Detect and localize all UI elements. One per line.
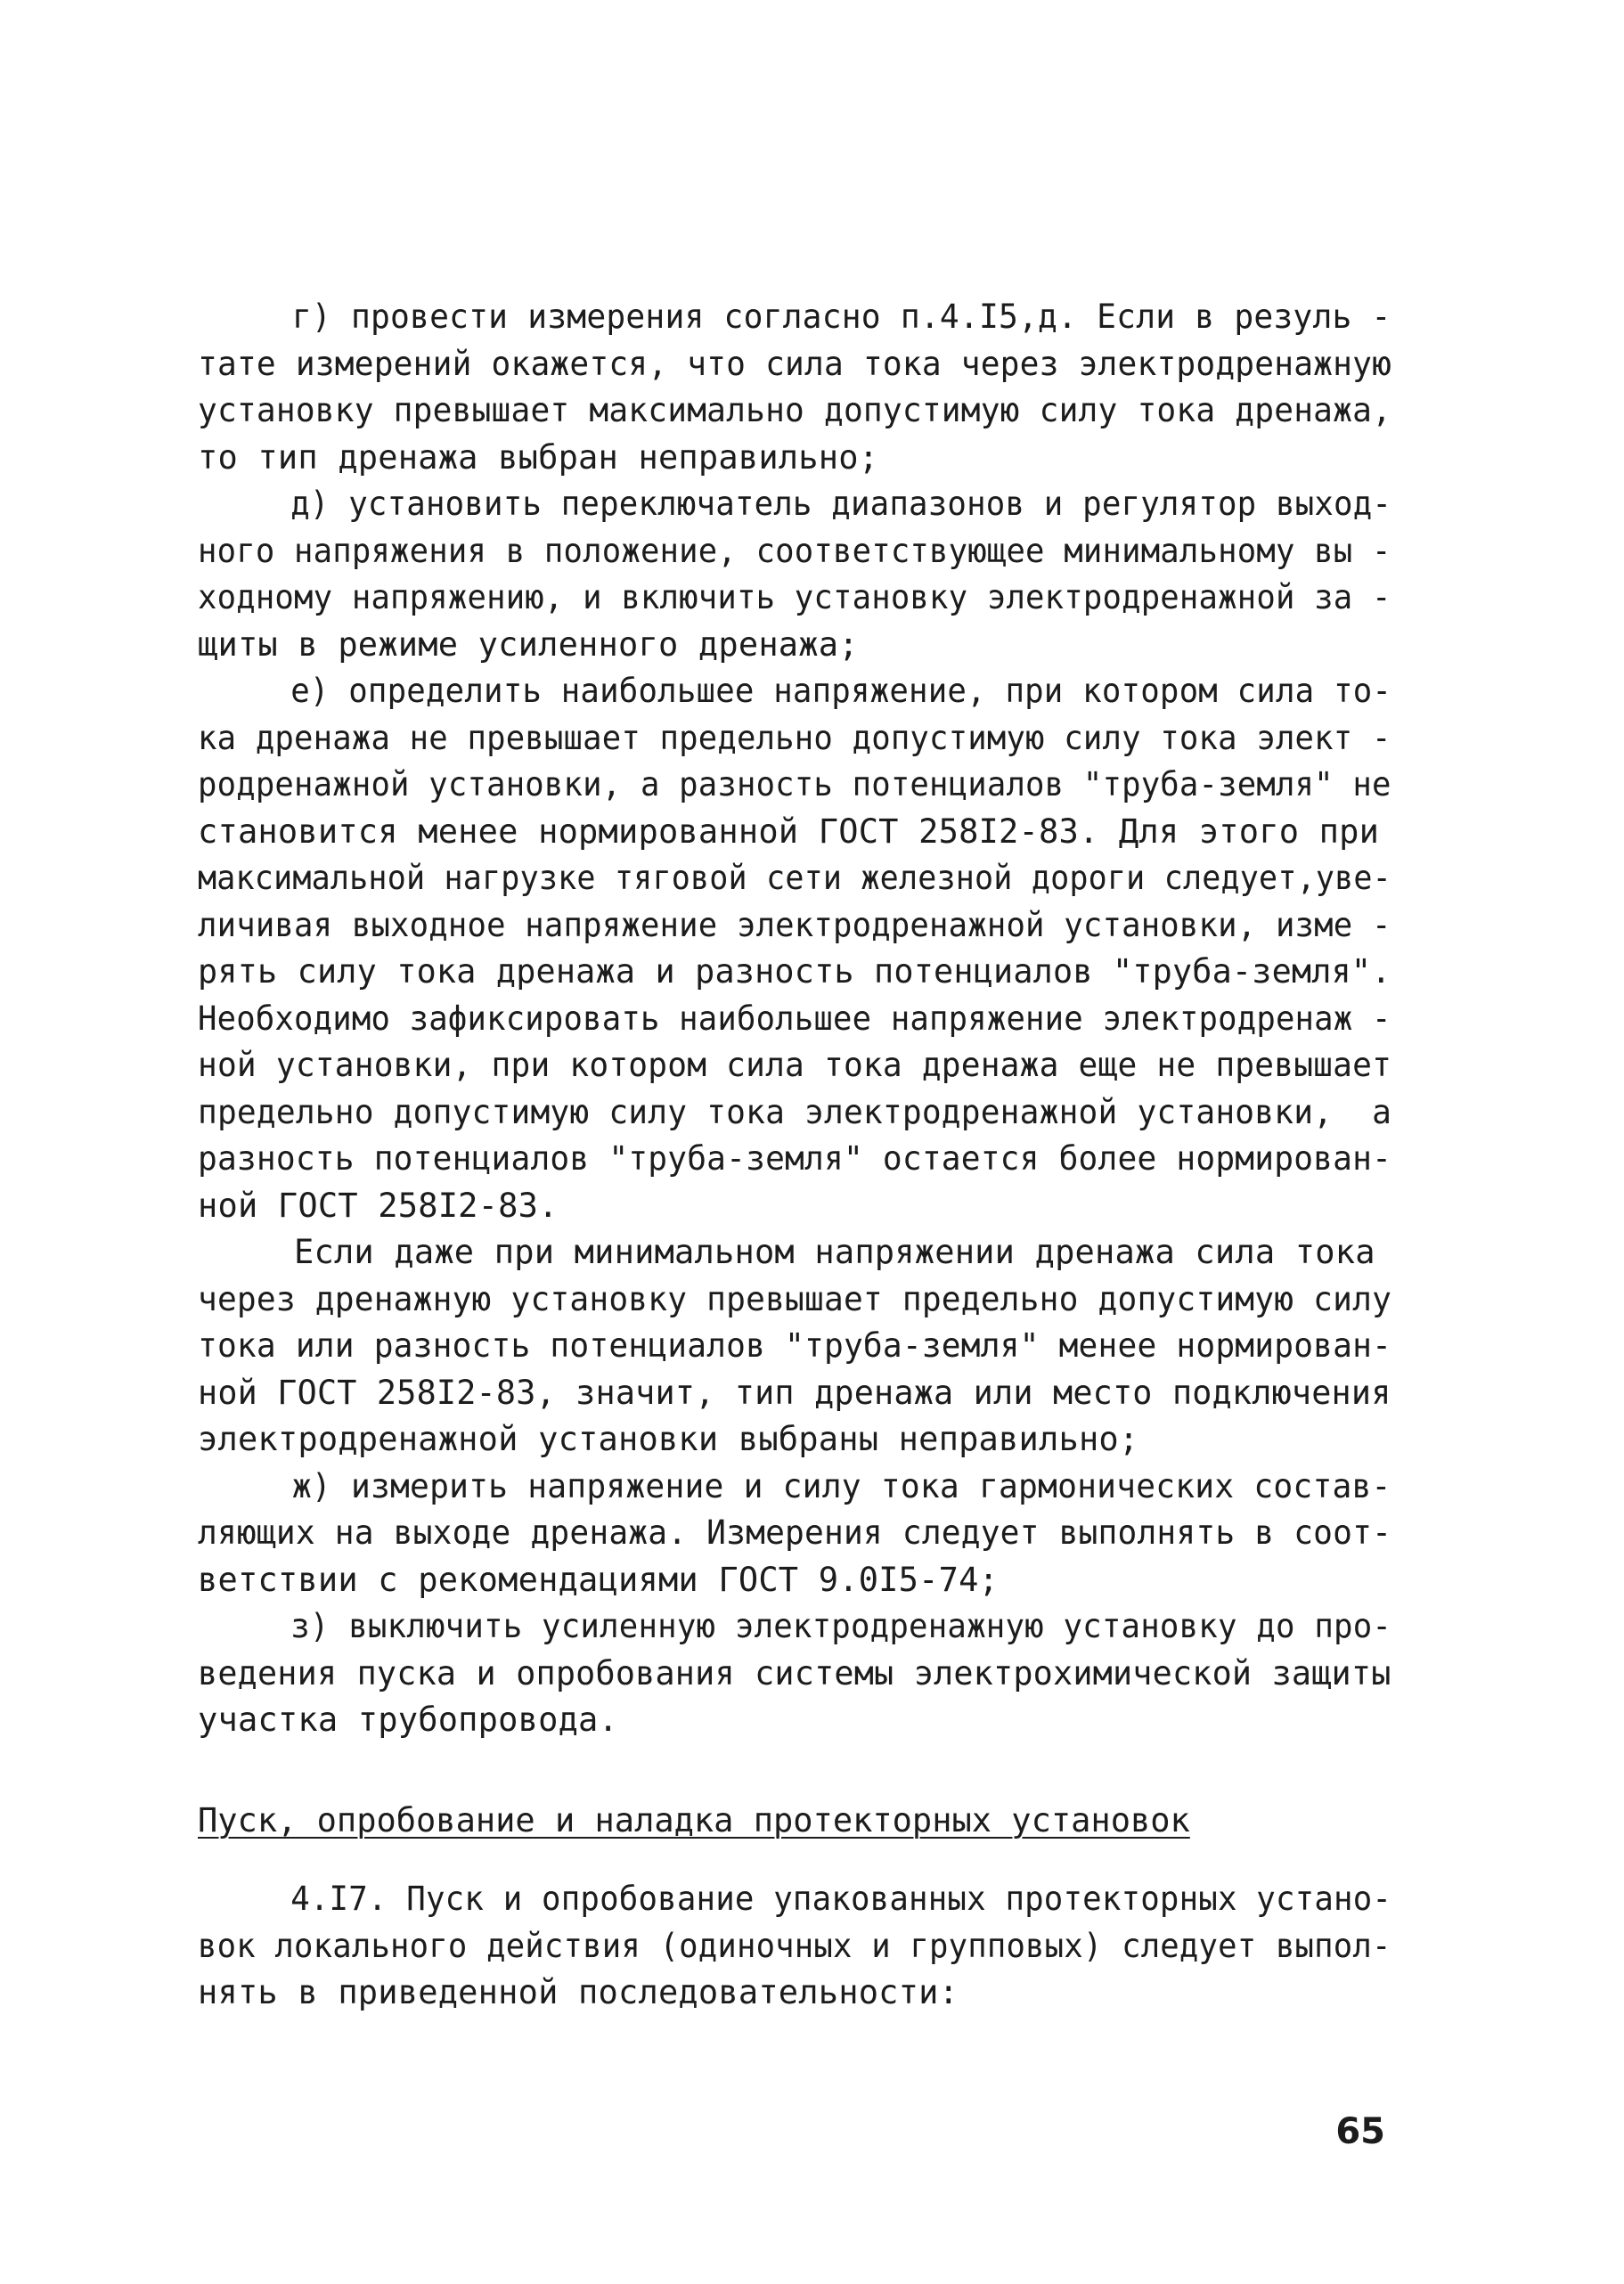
text-line: предельно допустимую силу тока электродренажной установки, а [198, 1092, 1392, 1131]
text-line: разность потенциалов "труба-земля" остается более нормирован- [198, 1139, 1392, 1178]
text-line: Необходимо зафиксировать наибольшее напряжение электродренаж - [198, 999, 1391, 1038]
section-heading: Пуск, опробование и наладка протекторных установок [198, 1800, 1190, 1839]
paragraph-e [198, 668, 1391, 1229]
text-line: ветствии с рекомендациями ГОСТ 9.0I5-74; [198, 1560, 1000, 1599]
text-line: становится менее нормированной ГОСТ 258I2-83. Для этого при [198, 812, 1380, 851]
text-line: ка дренажа не превышает предельно допустимую силу тока элект - [198, 718, 1391, 757]
text-line: ведения пуска и опробования системы электрохимической защиты [198, 1653, 1391, 1693]
text-line: 4.I7. Пуск и опробование упакованных протекторных устано- [290, 1880, 1392, 1918]
text-line: г) провести измерения согласно п.4.I5,д. Если в резуль - [291, 298, 1391, 336]
text-line: щиты в режиме усиленного дренажа; [198, 624, 859, 664]
text-line: максимальной нагрузке тяговой сети железной дороги следует,уве- [198, 859, 1391, 897]
text-line: то тип дренажа выбран неправильно; [198, 437, 879, 477]
text-line: участка трубопровода. [198, 1701, 618, 1739]
text-line: тате измерений окажется, что сила тока через электродренажную [198, 344, 1392, 383]
page-body [198, 294, 1391, 2017]
paragraph-d [198, 481, 1391, 668]
text-line: Если даже при минимальном напряжении дренажа сила тока [294, 1233, 1375, 1271]
text-line: электродренажной установки выбраны неправильно; [198, 1420, 1139, 1458]
section-heading-block [198, 1798, 1391, 1845]
paragraph-4-17 [198, 1876, 1391, 2017]
paragraph-note [198, 1229, 1391, 1464]
text-line: з) выключить усиленную электродренажную установку до про- [290, 1607, 1392, 1645]
text-line: родренажной установки, а разность потенциалов "труба-земля" не [198, 765, 1391, 803]
text-line: установку превышает максимально допустимую силу тока дренажа, [198, 391, 1392, 429]
page-number: 65 [1335, 2111, 1385, 2152]
paragraph-g [198, 294, 1391, 481]
text-line: е) определить наибольшее напряжение, при котором сила то- [290, 672, 1392, 710]
text-line: ж) измерить напряжение и силу тока гармонических состав- [291, 1466, 1391, 1505]
text-line: тока или разность потенциалов "труба-земля" менее нормирован- [198, 1326, 1392, 1365]
text-line: ного напряжения в положение, соответствующее минимальному вы - [198, 531, 1391, 570]
text-line: ной ГОСТ 258I2-83, значит, тип дренажа или место подключения [198, 1373, 1391, 1412]
text-line: ходному напряжению, и включить установку электродренажной за - [198, 578, 1391, 616]
text-line: ной ГОСТ 258I2-83. [198, 1186, 559, 1225]
text-line: вок локального действия (одиночных и групповых) следует выпол- [198, 1926, 1391, 1965]
text-line: рять силу тока дренажа и разность потенциалов "труба-земля". [198, 952, 1391, 991]
text-line: нять в приведенной последовательности: [198, 1973, 959, 2011]
text-line: ляющих на выходе дренажа. Измерения следует выполнять в соот- [198, 1513, 1392, 1552]
text-line: д) установить переключатель диапазонов и регулятор выход- [290, 485, 1392, 523]
paragraph-z [198, 1603, 1391, 1744]
paragraph-zh [198, 1464, 1391, 1604]
text-line: через дренажную установку превышает предельно допустимую силу [198, 1279, 1392, 1318]
text-line: ной установки, при котором сила тока дренажа еще не превышает [198, 1046, 1392, 1084]
text-line: личивая выходное напряжение электродренажной установки, изме - [198, 905, 1391, 944]
